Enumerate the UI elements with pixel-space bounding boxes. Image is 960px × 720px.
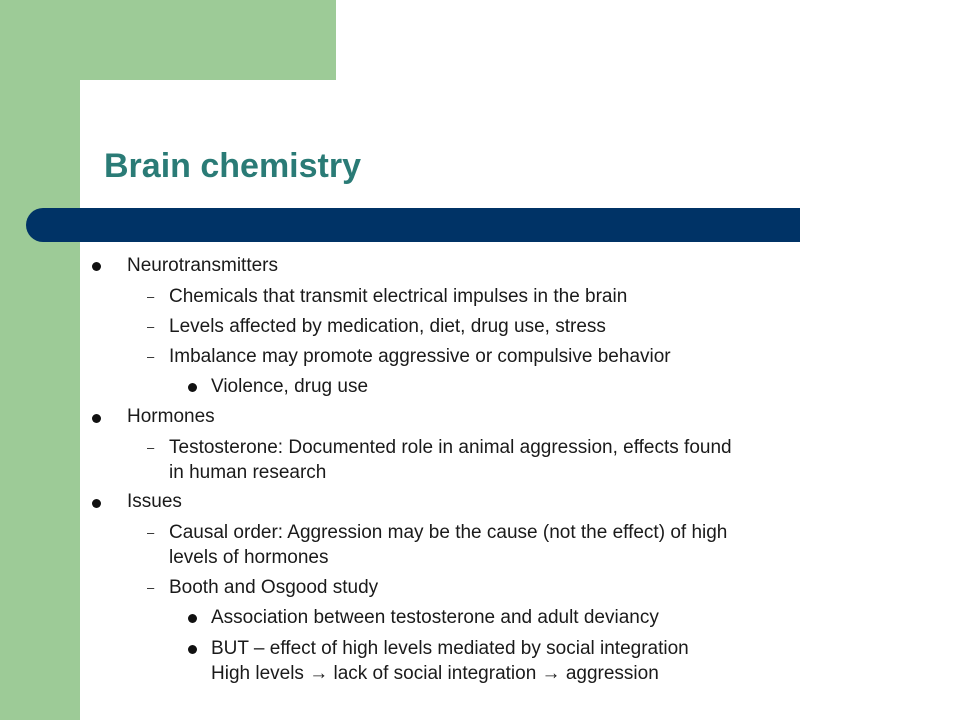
dash-marker: – (147, 440, 155, 455)
sub-bullet-causal-order: Causal order: Aggression may be the cause (not the effect) of high (169, 522, 728, 543)
sub-bullet-levels: Levels affected by medication, diet, drug use, stress (169, 316, 606, 337)
sub-sub-bullet-chain: High levels → lack of social integration → aggression (211, 663, 659, 684)
bullet-dot (188, 645, 197, 654)
sub-bullet-testosterone-cont: in human research (169, 462, 327, 483)
bullet-dot (92, 499, 101, 508)
bullet-dot (92, 262, 101, 271)
sub-bullet-chemicals: Chemicals that transmit electrical impulses in the brain (169, 286, 628, 307)
bullet-hormones: Hormones (127, 406, 215, 427)
bullet-dot (92, 414, 101, 423)
sub-bullet-booth-osgood: Booth and Osgood study (169, 577, 379, 598)
sub-sub-bullet-violence: Violence, drug use (211, 376, 369, 397)
dash-marker: – (147, 289, 155, 304)
dash-marker: – (147, 580, 155, 595)
sub-bullet-testosterone: Testosterone: Documented role in animal aggression, effects found (169, 437, 732, 458)
bullet-issues: Issues (127, 491, 182, 512)
bullet-neurotransmitters: Neurotransmitters (127, 255, 278, 276)
slide-title: Brain chemistry (104, 147, 361, 185)
dash-marker: – (147, 349, 155, 364)
sub-bullet-imbalance: Imbalance may promote aggressive or compulsive behavior (169, 346, 671, 367)
bullet-dot (188, 383, 197, 392)
sub-sub-bullet-but: BUT – effect of high levels mediated by social integration (211, 638, 689, 659)
bullet-dot (188, 614, 197, 623)
dash-marker: – (147, 319, 155, 334)
sub-bullet-causal-order-cont: levels of hormones (169, 547, 329, 568)
sub-sub-bullet-association: Association between testosterone and adult deviancy (211, 607, 659, 628)
dash-marker: – (147, 525, 155, 540)
